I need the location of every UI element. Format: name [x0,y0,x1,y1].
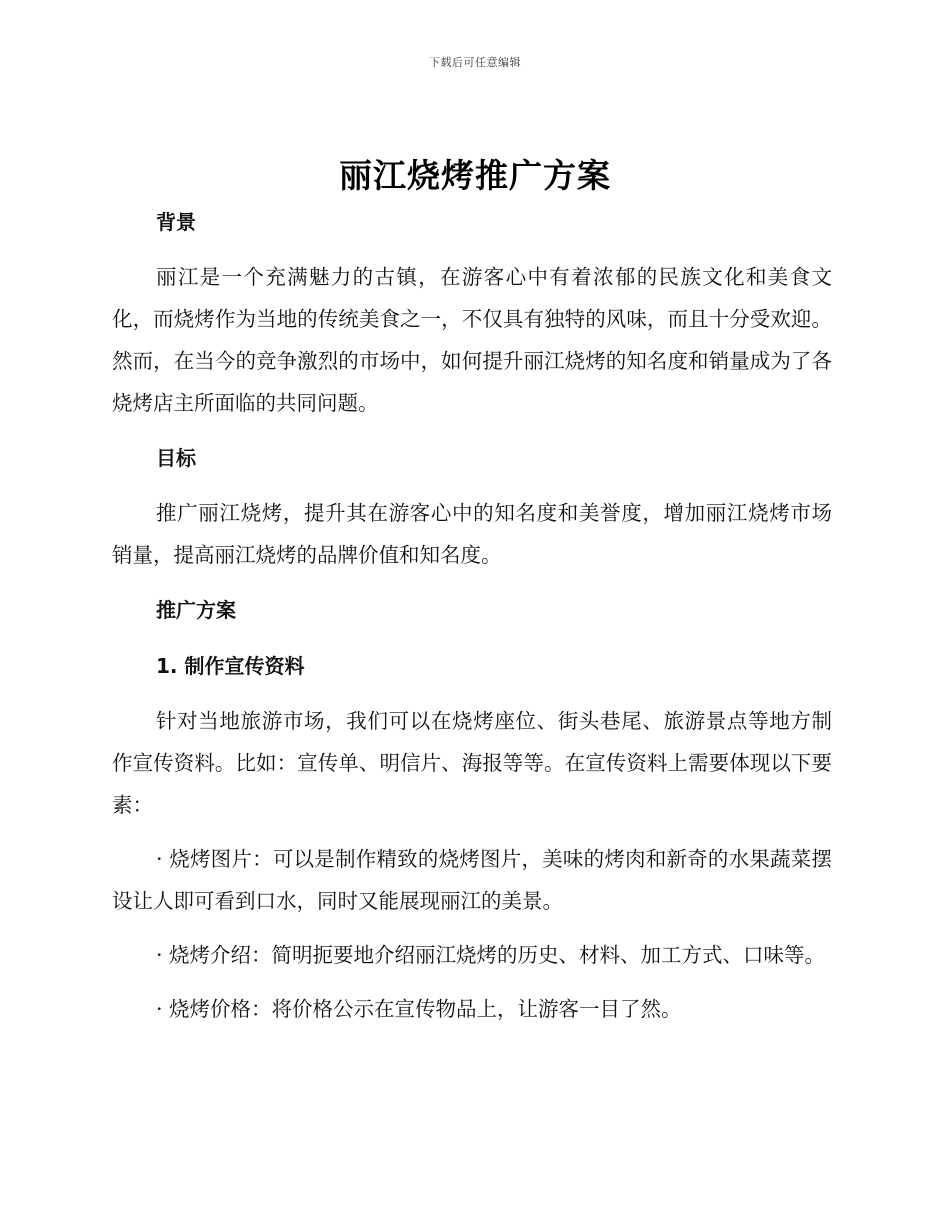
header-note: 下载后可任意编辑 [429,56,521,69]
paragraph-materials: 针对当地旅游市场，我们可以在烧烤座位、街头巷尾、旅游景点等地方制作宣传资料。比如：宣传单、明信片、海报等等。在宣传资料上需要体现以下要素： [112,709,832,817]
section-heading-plan: 推广方案 [156,598,236,622]
section-heading-background: 背景 [156,210,196,234]
bullet-item-introduction: · 烧烤介绍：简明扼要地介绍丽江烧烤的历史、材料、加工方式、口味等。 [156,943,826,967]
bullet-item-price: · 烧烤价格：将价格公示在宣传物品上，让游客一目了然。 [156,997,682,1021]
paragraph-goal: 推广丽江烧烤，提升其在游客心中的知名度和美誉度，增加丽江烧烤市场销量，提高丽江烧烤的品牌价值和知名度。 [112,501,832,567]
subheading-make-materials: 1. 制作宣传资料 [156,654,305,678]
section-heading-goal: 目标 [156,446,196,470]
bullet-item-pictures: · 烧烤图片：可以是制作精致的烧烤图片，美味的烤肉和新奇的水果蔬菜摆设让人即可看到口水，同时又能展现丽江的美景。 [112,847,832,913]
document-title: 丽江烧烤推广方案 [339,156,611,195]
document-body [112,200,832,1030]
paragraph-background: 丽江是一个充满魅力的古镇，在游客心中有着浓郁的民族文化和美食文化，而烧烤作为当地的传统美食之一，不仅具有独特的风味，而且十分受欢迎。然而，在当今的竞争激烈的市场中，如何提升丽江烧烤的知名度和销量成为了各烧烤店主所面临的共同问题。 [112,265,832,415]
